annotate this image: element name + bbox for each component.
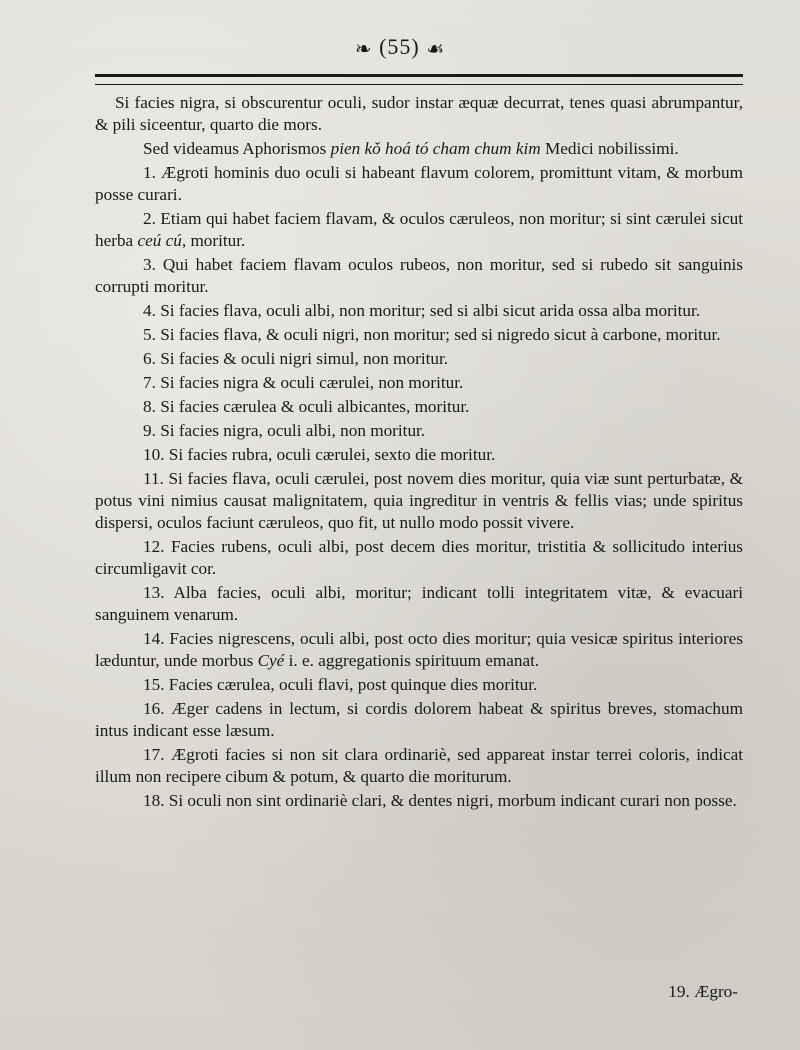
aphorism: 10. Si facies rubra, oculi cærulei, sexto die moritur. [143,445,496,464]
chinese-transliteration: pien kǒ hoá tó cham chum kim [330,139,541,158]
aphorism: 8. Si facies cærulea & oculi albicantes, moritur. [143,397,470,416]
paragraph [95,138,743,160]
aphorism [95,628,743,672]
aphorism: 18. Si oculi non sint ordinariè clari, & dentes nigri, morbum indicant curari non posse. [143,791,737,810]
aphorism: 15. Facies cærulea, oculi flavi, post quinque dies moritur. [143,675,538,694]
aphorism: 13. Alba facies, oculi albi, moritur; indicant tolli integritatem vitæ, & evacuari sanguinem venarum. [95,583,743,624]
aphorism: 7. Si facies nigra & oculi cærulei, non moritur. [143,373,464,392]
page-header [0,34,800,61]
aphorism: 12. Facies rubens, oculi albi, post decem dies moritur, tristitia & sollicitudo interius circumligavit cor. [95,537,743,578]
ornament-right-icon: ☙ [426,38,446,61]
aphorism: 16. Æger cadens in lectum, si cordis dolorem habeat & spiritus breves, stomachum intus indicant esse læsum. [95,699,743,740]
aphorism: 3. Qui habet faciem flavam oculos rubeos, non moritur, sed si rubedo sit sanguinis corrupti moritur. [95,255,743,296]
paragraph-text: i. e. aggregationis spirituum emanat. [284,651,540,670]
paragraph-text: , moritur. [181,231,246,250]
aphorism [95,208,743,252]
chinese-transliteration: ceú cú [137,231,182,250]
catchword: 19. Ægro- [668,982,738,1001]
header-rule [95,74,743,85]
paragraph-text: Medici nobilissimi. [540,139,679,158]
aphorism: 4. Si facies flava, oculi albi, non moritur; sed si albi sicut arida ossa alba moritur. [143,301,701,320]
paragraph-text: Sed videamus Aphorismos [143,139,331,158]
page-number: (55) [379,34,420,59]
chinese-transliteration: Cyé [257,651,285,670]
aphorism: 11. Si facies flava, oculi cærulei, post novem dies moritur, quia viæ sunt perturbatæ, & potus vini nimius causat malignitatem, quia ingreditur in ventris & fellis vias; unde spiritus dispersi, oculos faciunt cæruleos, quo fit, ut nullo modo possit vivere. [95,469,743,532]
ornament-left-icon: ❧ [354,38,373,61]
aphorism: 17. Ægroti facies si non sit clara ordinariè, sed appareat instar terrei coloris, indicat illum non recipere cibum & potum, & quarto die moriturum. [95,745,743,786]
aphorism: 5. Si facies flava, & oculi nigri, non moritur; sed si nigredo sicut à carbone, moritur. [143,325,721,344]
aphorism: 6. Si facies & oculi nigri simul, non moritur. [143,349,449,368]
paragraph: Si facies nigra, si obscurentur oculi, sudor instar æquæ decurrat, tenes quasi abrumpantur, & pili siceentur, quarto die mors. [95,93,743,134]
aphorism: 1. Ægroti hominis duo oculi si habeant flavum colorem, promittunt vitam, & morbum posse curari. [95,163,743,204]
aphorism: 9. Si facies nigra, oculi albi, non moritur. [143,421,426,440]
paragraph-text: 14. Facies nigrescens, oculi albi, post octo dies moritur; quia vesicæ spiritus interiores læduntur, unde morbus [95,629,743,670]
paragraph-text: 2. Etiam qui habet faciem flavam, & oculos cæruleos, non moritur; si sint cærulei sicut herba [95,209,743,250]
body-text [95,92,743,814]
